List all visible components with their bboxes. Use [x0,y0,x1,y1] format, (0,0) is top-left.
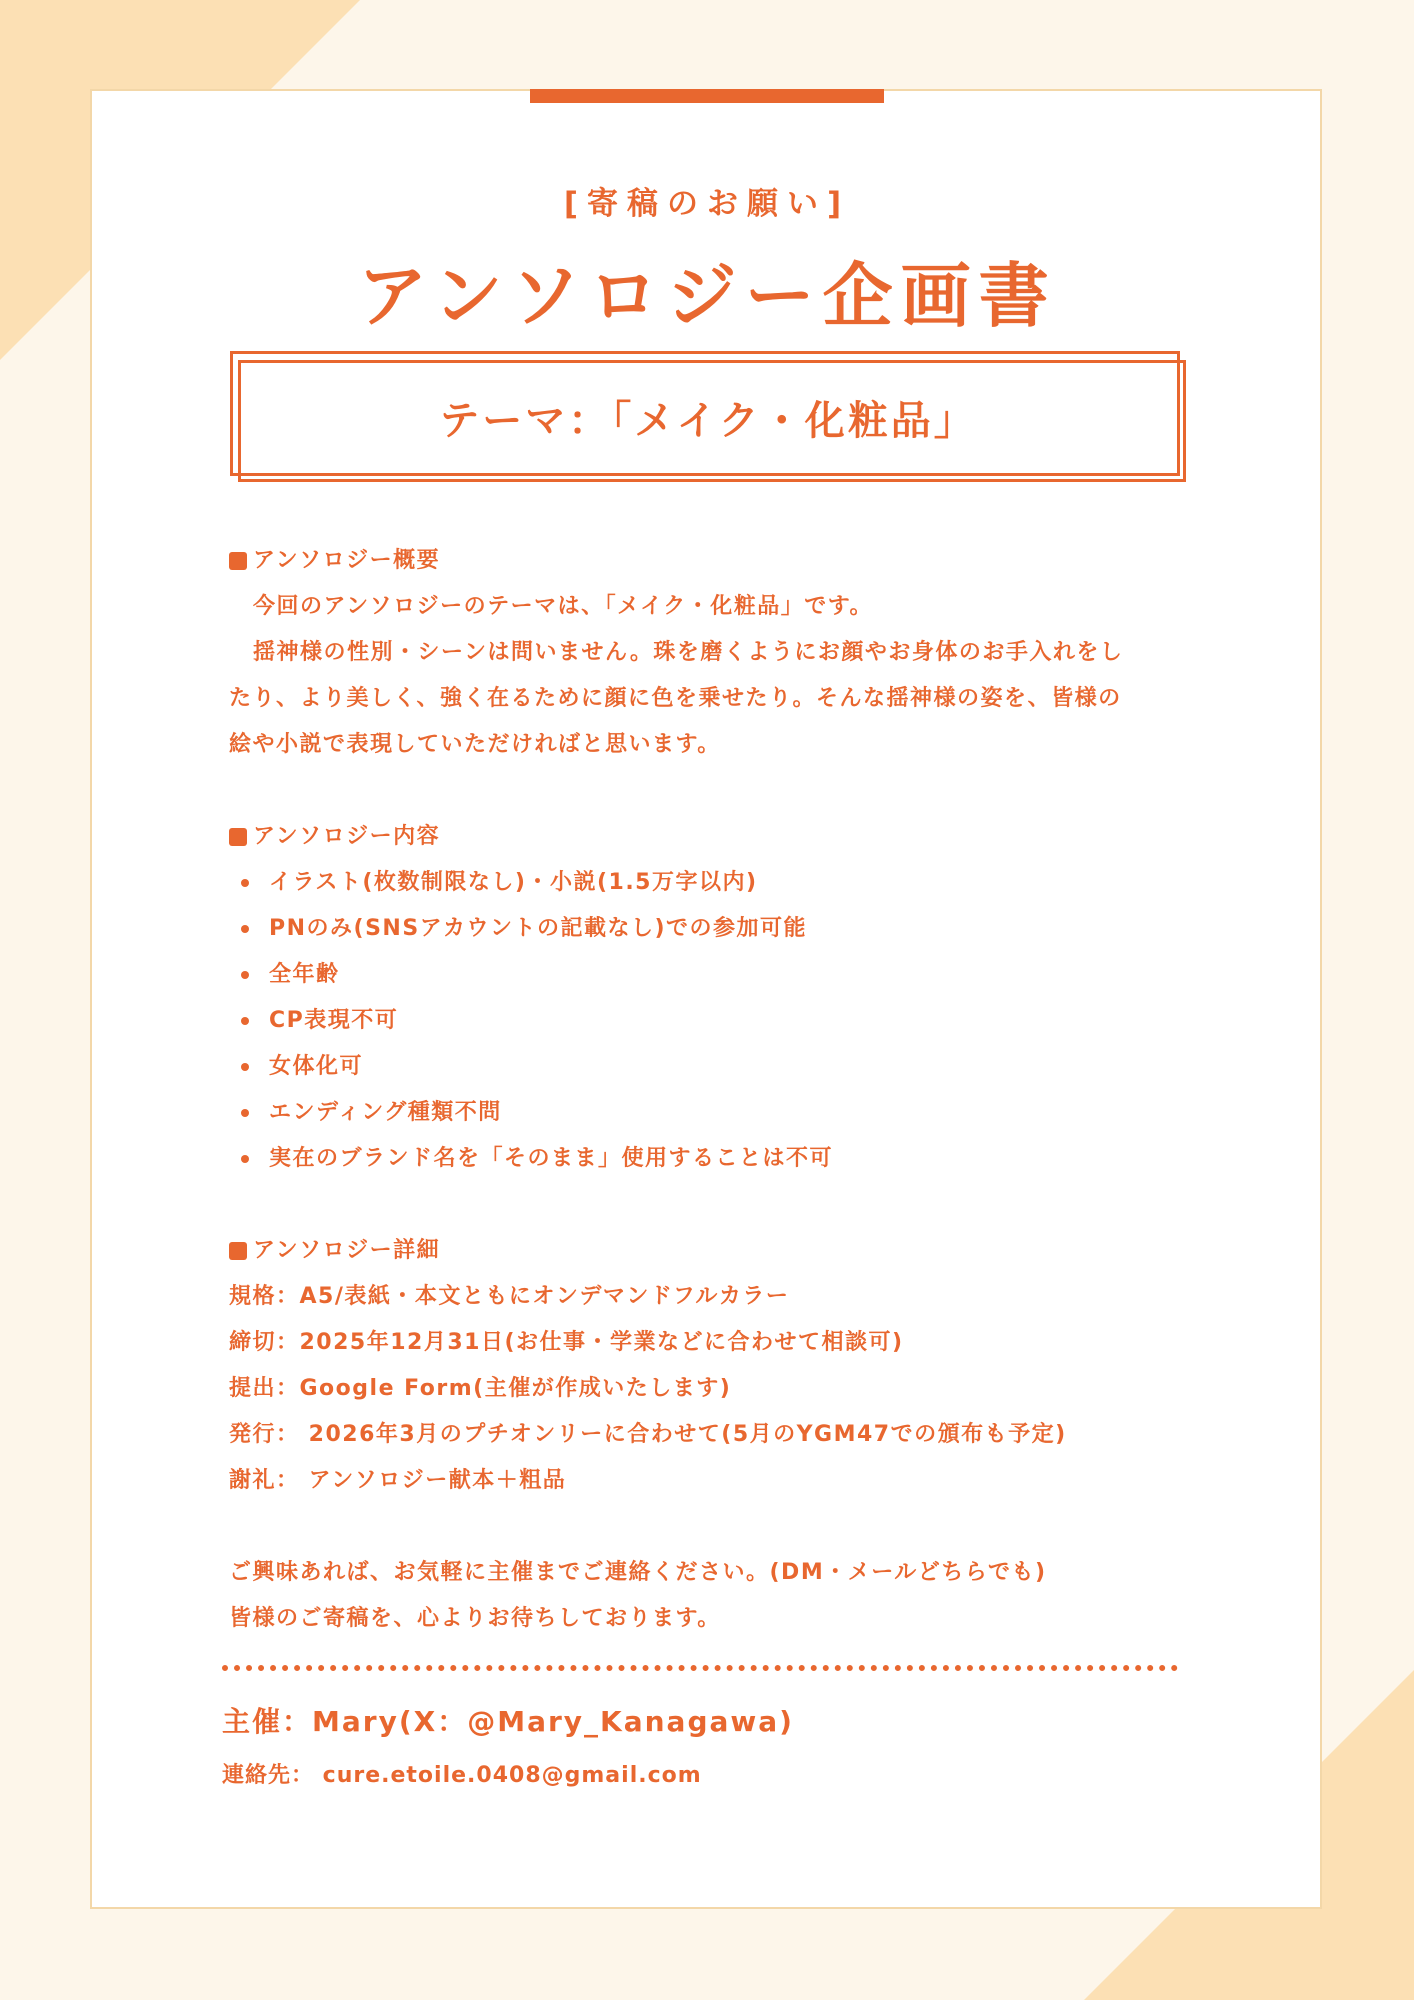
list-item: 女体化可 [229,1044,1189,1090]
dotted-divider [222,1665,1178,1671]
overview-line: たり、より美しく、強く在るために顔に色を乗せたり。そんな揺神様の姿を、皆様の [229,686,1122,711]
organizer-info: 主催：Mary(X：@Mary_Kanagawa) [222,1705,794,1738]
theme-label: テーマ：「メイク・化粧品」 [439,398,977,444]
section-heading-details [229,1228,1189,1274]
square-bullet-icon [229,552,247,570]
list-item: CP表現不可 [229,998,1189,1044]
list-item: PNのみ(SNSアカウントの記載なし)での参加可能 [229,906,1189,952]
section-heading-text: アンソロジー詳細 [253,1238,441,1263]
square-bullet-icon [229,828,247,846]
section-heading-contents [229,814,1189,860]
detail-row: 提出：Google Form(主催が作成いたします) [229,1376,732,1401]
overview-line: 絵や小説で表現していただければと思います。 [229,732,721,757]
list-item: イラスト(枚数制限なし)・小説(1.5万字以内) [229,860,1189,906]
section-heading-text: アンソロジー内容 [253,824,441,849]
overview-line: 今回のアンソロジーのテーマは、「メイク・化粧品」です。 [253,594,873,619]
closing-line: 皆様のご寄稿を、心よりお待ちしております。 [229,1606,721,1631]
contact-info: 連絡先： cure.etoile.0408@gmail.com [222,1763,702,1788]
square-bullet-icon [229,1242,247,1260]
list-item: 全年齢 [229,952,1189,998]
section-heading-text: アンソロジー概要 [253,548,441,573]
list-item: エンディング種類不問 [229,1090,1189,1136]
closing-line: ご興味あれば、お気軽に主催までご連絡ください。(DM・メールどちらでも) [229,1560,1047,1585]
contents-list [229,860,1189,1182]
overview-line: 揺神様の性別・シーンは問いません。珠を磨くようにお顔やお身体のお手入れをし [253,640,1124,665]
top-accent-bar [530,89,884,103]
detail-row: 謝礼： アンソロジー献本＋粗品 [229,1468,567,1493]
section-heading-overview [229,538,1189,584]
detail-row: 規格：A5/表紙・本文ともにオンデマンドフルカラー [229,1284,790,1309]
document-subtitle: [寄稿のお願い] [563,186,851,222]
list-item: 実在のブランド名を「そのまま」使用することは不可 [229,1136,1189,1182]
document-body [229,538,1189,1642]
detail-row: 発行： 2026年3月のプチオンリーに合わせて(5月のYGM47での頒布も予定) [229,1422,1067,1447]
detail-row: 締切：2025年12月31日(お仕事・学業などに合わせて相談可) [229,1330,904,1355]
document-title: アンソロジー企画書 [357,255,1057,337]
